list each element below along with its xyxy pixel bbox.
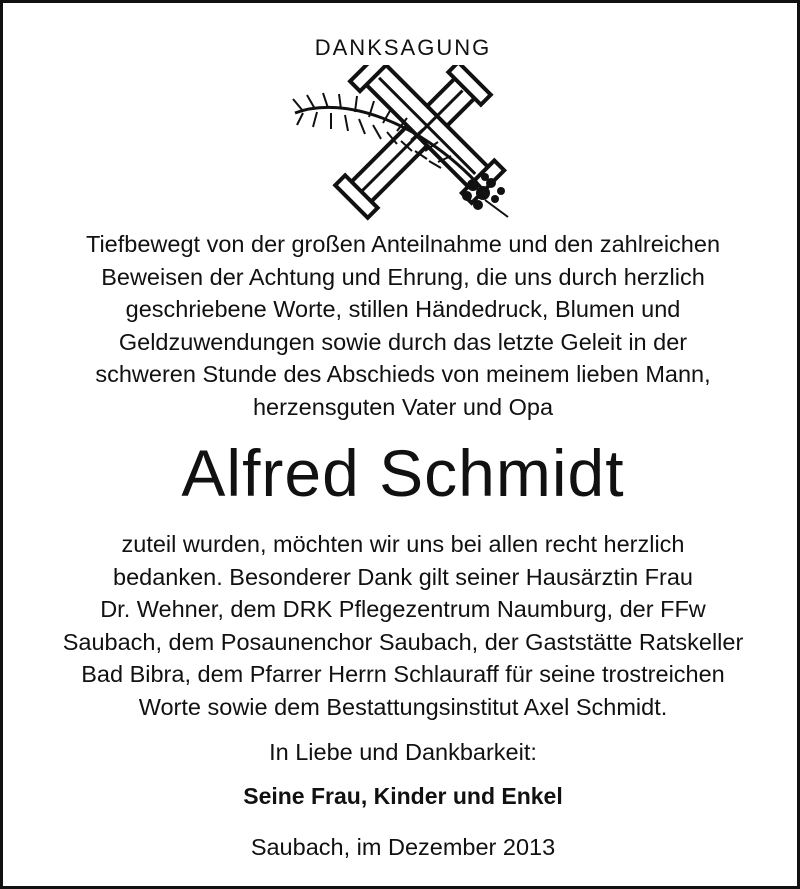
notice-heading: DANKSAGUNG	[314, 35, 492, 60]
intro-line: Geldzuwendungen sowie durch das letzte Geleit in der	[118, 328, 688, 355]
intro-line: geschriebene Worte, stillen Händedruck, Blumen und	[125, 296, 681, 322]
signatories: Seine Frau, Kinder und Enkel	[243, 783, 563, 809]
intro-paragraph	[3, 228, 800, 423]
thanks-line: zuteil wurden, möchten wir uns bei allen recht herzlich	[121, 531, 685, 557]
deceased-name: Alfred Schmidt	[181, 436, 625, 510]
thanks-paragraph	[3, 528, 800, 723]
thanks-line: Dr. Wehner, dem DRK Pflegezentrum Naumburg, der FFw	[100, 596, 706, 622]
cross-with-palm-frond-icon	[273, 65, 533, 225]
intro-line: schweren Stunde des Abschieds von meinem lieben Mann,	[95, 361, 711, 387]
thanks-line: Worte sowie dem Bestattungsinstitut Axel Schmidt.	[138, 693, 668, 720]
intro-line: Beweisen der Achtung und Ehrung, die uns durch herzlich	[101, 263, 705, 290]
thanks-line: bedanken. Besonderer Dank gilt seiner Hausärztin Frau	[113, 563, 693, 590]
thanks-line: Saubach, dem Posaunenchor Saubach, der Gaststätte Ratskeller	[62, 628, 744, 655]
intro-line: herzensguten Vater und Opa	[252, 393, 554, 420]
thanks-line: Bad Bibra, dem Pfarrer Herrn Schlauraff für seine trostreichen	[81, 661, 725, 687]
closing-line: In Liebe und Dankbarkeit:	[269, 739, 537, 765]
place-and-date: Saubach, im Dezember 2013	[250, 834, 556, 860]
intro-line: Tiefbewegt von der großen Anteilnahme und den zahlreichen	[85, 231, 721, 257]
